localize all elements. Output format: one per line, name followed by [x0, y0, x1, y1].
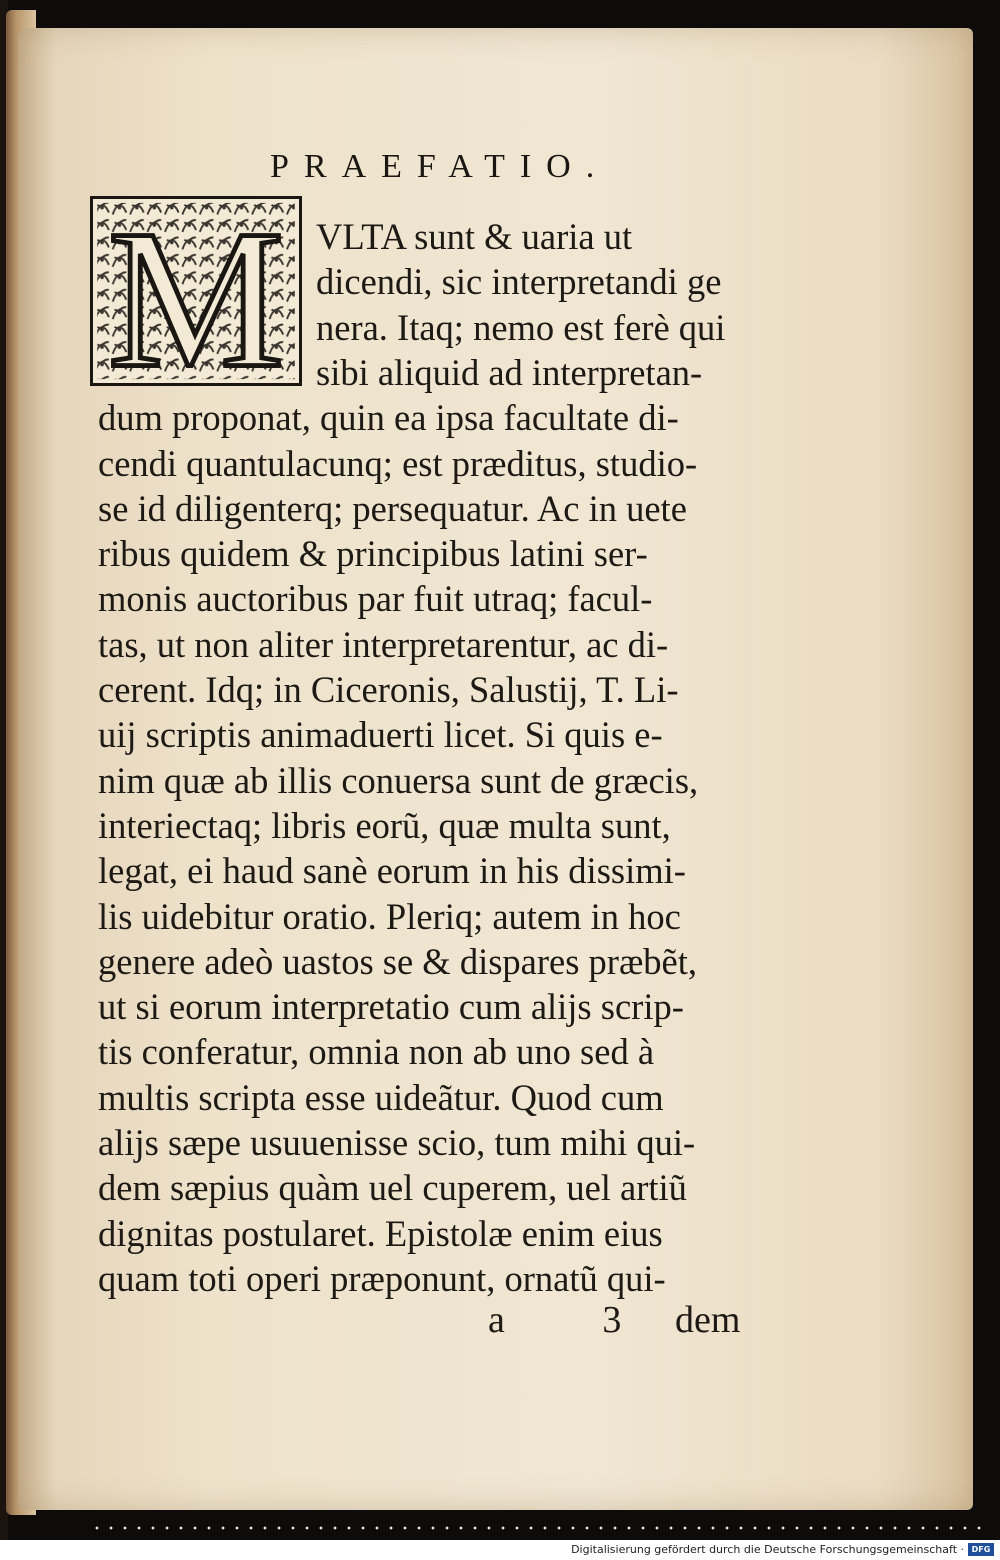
text-line: lis uidebitur oratio. Pleriq; autem in hoc — [98, 895, 681, 937]
text-line: interiectaq; libris eorũ, quæ multa sunt, — [98, 804, 671, 846]
text-line: tis conferatur, omnia non ab uno sed à — [98, 1031, 655, 1073]
text-line: cendi quantulacunq; est præditus, studio- — [98, 442, 698, 484]
ornament-initial-icon — [93, 199, 299, 383]
text-line: ut si eorum interpretatio cum alijs scrip- — [98, 986, 684, 1028]
text-line: tas, ut non aliter interpretarentur, ac di- — [98, 623, 669, 665]
text-line: legat, ei haud sanè eorum in his dissimi- — [98, 850, 686, 892]
text-line: quam toti operi præponunt, ornatũ qui- — [98, 1257, 666, 1299]
text-line: dem sæpius quàm uel cuperem, uel artiũ — [98, 1167, 687, 1209]
signature-mark: a 3 — [488, 1299, 666, 1341]
text-line: sibi aliquid ad interpretan- — [316, 351, 703, 393]
text-line: dignitas postularet. Epistolæ enim eius — [98, 1212, 663, 1254]
text-line: cerent. Idq; in Ciceronis, Salustij, T. Li- — [98, 669, 679, 710]
dfg-logo: DFG — [968, 1543, 994, 1556]
text-line: monis auctoribus par fuit utraq; facul- — [98, 578, 653, 620]
scan-edge-dots — [90, 1526, 990, 1530]
text-line: uij scriptis animaduerti licet. Si quis e- — [98, 714, 663, 756]
text-line: dum proponat, quin ea ipsa facultate di- — [98, 397, 679, 439]
text-line: dicendi, sic interpretandi ge — [316, 261, 722, 303]
text-line: nera. Itaq; nemo est ferè qui — [316, 306, 726, 348]
text-line: ribus quidem & principibus latini ser- — [98, 533, 648, 575]
text-line: VLTA sunt & uaria ut — [316, 216, 633, 257]
text-line: alijs sæpe usuuenisse scio, tum mihi qui- — [98, 1122, 696, 1163]
text-line: genere adeò uastos se & dispares præbẽt, — [98, 940, 698, 982]
text-line: se id diligenterq; persequatur. Ac in uete — [98, 487, 687, 529]
catchword: dem — [675, 1299, 741, 1341]
decorated-initial — [90, 196, 302, 386]
initial-letter: M — [107, 199, 285, 383]
footer-credit: Digitalisierung gefördert durch die Deutsche Forschungsgemeinschaft · — [571, 1543, 964, 1556]
text-line: nim quæ ab illis conuersa sunt de græcis, — [98, 759, 699, 801]
running-title: PRAEFATIO. — [270, 148, 610, 185]
text-line: multis scripta esse uideãtur. Quod cum — [98, 1076, 664, 1118]
